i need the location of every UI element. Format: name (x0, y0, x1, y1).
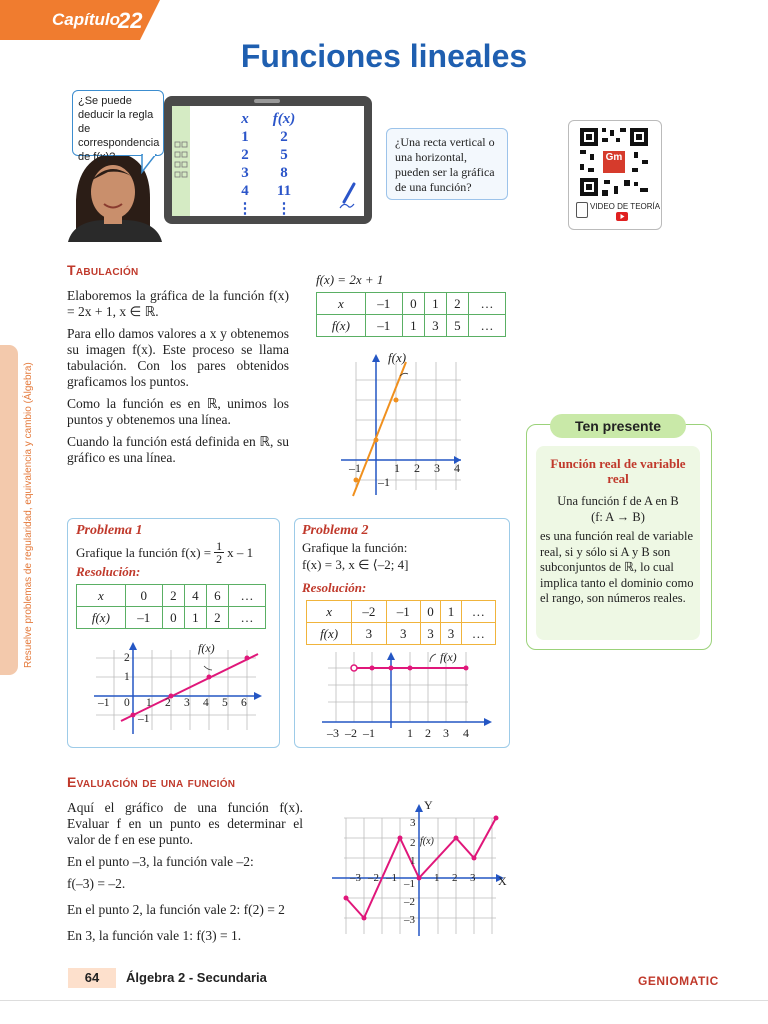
question-box (386, 128, 508, 200)
table-cell: … (461, 601, 495, 623)
tabulacion-graph (336, 350, 476, 500)
paragraph: f(–3) = –2. (67, 876, 126, 891)
paragraph: Elaboremos la gráfica de la función f(x) = 2x + 1, x ∈ ℝ. (67, 288, 289, 319)
chapter-number: 22 (118, 8, 143, 33)
table-cell: 3 (386, 623, 420, 645)
page-title: Funciones lineales (240, 38, 528, 74)
table-cell: 4 (184, 585, 206, 607)
table-cell: … (468, 315, 505, 337)
ten-presente-subtitle: Función real de variable real (550, 456, 686, 486)
problema2-statement-line2: f(x) = 3, x ∈ ⟨–2; 4] (302, 557, 409, 572)
tick-label: –3 (404, 914, 415, 926)
table-cell: 3 (441, 623, 461, 645)
tick-label: 2 (425, 726, 431, 740)
table-row (317, 315, 506, 337)
board-cell: 2 (241, 147, 249, 163)
board-cell: 4 (241, 183, 249, 199)
tick-label: 6 (241, 697, 247, 709)
paragraph: Para ello damos valores a x y obtenemos su imagen f(x). Este proceso se llama tabulación. Con los pares obtenidos graficamos los puntos. (67, 326, 289, 389)
evaluacion-text (67, 800, 303, 950)
page-number: 64 (68, 968, 116, 988)
table-cell: 1 (184, 607, 206, 629)
tick-label: 3 (470, 872, 476, 884)
board-row (226, 200, 306, 218)
table-cell: 1 (402, 315, 424, 337)
footer-divider (0, 1000, 768, 1001)
table-cell: x (77, 585, 126, 607)
table-row (77, 607, 266, 629)
table-cell: x (307, 601, 352, 623)
table-cell: f(x) (307, 623, 352, 645)
board-cell: 2 (280, 129, 288, 145)
table-cell: 6 (206, 585, 228, 607)
chapter-label: Capítulo (52, 10, 120, 29)
table-cell: … (228, 585, 265, 607)
table-cell: 0 (125, 585, 162, 607)
evaluacion-heading: Evaluación de una función (67, 774, 236, 790)
tick-label: 2 (452, 872, 458, 884)
tick-label: 3 (434, 461, 440, 475)
table-cell: 2 (446, 293, 468, 315)
board-row (226, 182, 306, 200)
tick-label: 1 (407, 726, 413, 740)
board-header-fx: f(x) (272, 111, 296, 127)
table-row (317, 293, 506, 315)
tick-label: –2 (368, 872, 379, 884)
table-row (307, 601, 496, 623)
table-cell: 5 (446, 315, 468, 337)
tabulacion-heading: Tabulación (67, 262, 139, 278)
side-label: Resuelve problemas de regularidad, equivalencia y cambio (Álgebra) (23, 362, 34, 668)
table-cell: 1 (441, 601, 461, 623)
tick-label: –3 (327, 726, 339, 740)
paragraph: En el punto 2, la función vale 2: f(2) = 2 (67, 902, 285, 917)
tick-label: 2 (410, 837, 416, 849)
video-label[interactable]: VIDEO DE TEORÍA (590, 202, 661, 211)
problema1-resolution: Resolución: (76, 564, 141, 579)
board-row (226, 164, 306, 182)
problema2-table (306, 600, 496, 645)
table-cell: 0 (402, 293, 424, 315)
board-cell: 3 (241, 165, 249, 181)
graph1-fx-label: f(x) (388, 350, 407, 365)
ten-presente-text (540, 494, 696, 607)
book-title: Álgebra 2 - Secundaria (126, 970, 267, 985)
tabulacion-table (316, 292, 506, 337)
tick-label: 2 (165, 697, 171, 709)
paragraph: Aquí el gráfico de una función f(x). Evaluar f en un punto es determinar el valor de f en ese punto. (67, 800, 303, 847)
problema2-graph (318, 650, 494, 730)
paragraph: En el punto –3, la función vale –2: (67, 854, 254, 869)
tabulacion-table-caption: f(x) = 2x + 1 (316, 272, 384, 287)
table-cell: 0 (162, 607, 184, 629)
tick-label: 1 (146, 697, 152, 709)
qr-badge: Gm (605, 152, 623, 163)
tick-label: 4 (203, 697, 209, 709)
tick-label: 5 (222, 697, 228, 709)
ten-line: (f: A → B) (591, 509, 645, 524)
tabulacion-text (67, 288, 289, 472)
problema1-table (76, 584, 266, 629)
tick-label: –3 (350, 872, 361, 884)
paragraph: Cuando la función está definida en ℝ, su gráfico es una línea. (67, 434, 289, 465)
ten-presente-heading: Ten presente (550, 414, 686, 438)
board-row (226, 146, 306, 164)
grid-icon (174, 140, 188, 180)
tick-label: 4 (463, 726, 469, 740)
speech-bubble-tail (140, 154, 160, 174)
problema1-statement (76, 540, 253, 565)
tick-label: –1 (349, 461, 361, 475)
fraction-denominator: 2 (216, 552, 223, 566)
board-cell: 1 (241, 129, 249, 145)
tick-label: –2 (345, 726, 357, 740)
problema1-title: Problema 1 (76, 523, 143, 538)
board-cell: 8 (280, 165, 288, 181)
tick-label: 4 (454, 461, 460, 475)
table-cell: –1 (386, 601, 420, 623)
paragraph: En 3, la función vale 1: f(3) = 1. (67, 928, 242, 943)
table-cell: … (228, 607, 265, 629)
table-cell: … (468, 293, 505, 315)
table-cell: –1 (365, 315, 402, 337)
board-row (226, 128, 306, 146)
table-cell: x (317, 293, 366, 315)
ten-body: es una función real de variable real, si y sólo si A y B son subconjuntos de ℝ, lo cual implica tanto el dominio como el rango, son números reales. (540, 529, 694, 605)
tick-label: 2 (414, 461, 420, 475)
board-cell: ⋮ (237, 201, 253, 217)
speech-bubble-text: ¿Se puede deducir la regla de correspondencia de f(x)? (78, 95, 160, 163)
tick-label: 3 (184, 697, 190, 709)
board-table (226, 110, 306, 218)
table-cell: –2 (352, 601, 386, 623)
tick-label: 3 (410, 817, 416, 829)
problema2-title: Problema 2 (302, 523, 369, 538)
board-cell: 11 (276, 183, 292, 199)
table-cell: f(x) (77, 607, 126, 629)
table-cell: –1 (125, 607, 162, 629)
table-cell: –1 (365, 293, 402, 315)
tick-label: –1 (363, 726, 375, 740)
tick-label: 1 (394, 461, 400, 475)
table-cell: 3 (352, 623, 386, 645)
x-axis-label: X (498, 874, 507, 888)
tick-label: –1 (98, 697, 110, 709)
side-strip (0, 345, 18, 675)
graph-fx-label: f(x) (440, 650, 457, 664)
table-cell: 1 (424, 293, 446, 315)
y-axis-label: Y (424, 798, 433, 812)
paragraph: Como la función es en ℝ, unimos los puntos y obtenemos una línea. (67, 396, 289, 427)
tick-label: 2 (124, 652, 130, 664)
graph-fx-label: f(x) (198, 641, 215, 655)
brand-logo: GENIOMATIC (638, 974, 719, 988)
tick-label: –1 (404, 878, 415, 890)
table-cell: 3 (420, 623, 440, 645)
problema1-graph (86, 640, 266, 736)
board-row-header (226, 110, 306, 128)
tick-label: –1 (378, 475, 390, 489)
tick-label: 1 (410, 855, 416, 867)
evaluacion-graph (326, 800, 512, 938)
board-header-x: x (241, 111, 249, 127)
question-text: ¿Una recta vertical o una horizontal, pueden ser la gráfica de una función? (395, 135, 495, 194)
problema2-resolution: Resolución: (302, 580, 367, 595)
ten-line: Una función f de A en B (557, 494, 679, 508)
tick-label: 1 (434, 872, 440, 884)
fraction (214, 540, 224, 565)
table-row (307, 623, 496, 645)
tick-label: –1 (138, 713, 150, 725)
statement-text: x – 1 (227, 544, 254, 560)
tablet-speaker (254, 99, 280, 103)
table-cell: 2 (162, 585, 184, 607)
tick-label: 1 (124, 671, 130, 683)
statement-text: Grafique la función f(x) = (76, 544, 212, 560)
tick-label: 0 (124, 697, 130, 709)
table-cell: 0 (420, 601, 440, 623)
board-cell: 5 (280, 147, 288, 163)
problema2-statement-line1: Grafique la función: (302, 540, 408, 555)
tick-label: –2 (404, 896, 415, 908)
table-cell: f(x) (317, 315, 366, 337)
table-cell: 3 (424, 315, 446, 337)
table-row (77, 585, 266, 607)
tick-label: –1 (386, 872, 397, 884)
tick-label: 3 (443, 726, 449, 740)
play-icon[interactable] (616, 212, 628, 221)
phone-icon (576, 202, 588, 218)
table-cell: 2 (206, 607, 228, 629)
pen-icon (338, 182, 358, 212)
speech-bubble (72, 90, 164, 163)
table-cell: … (461, 623, 495, 645)
fraction-numerator: 1 (216, 539, 223, 553)
board-cell: ⋮ (276, 201, 292, 217)
graph-fx-label: f(x) (420, 836, 434, 847)
